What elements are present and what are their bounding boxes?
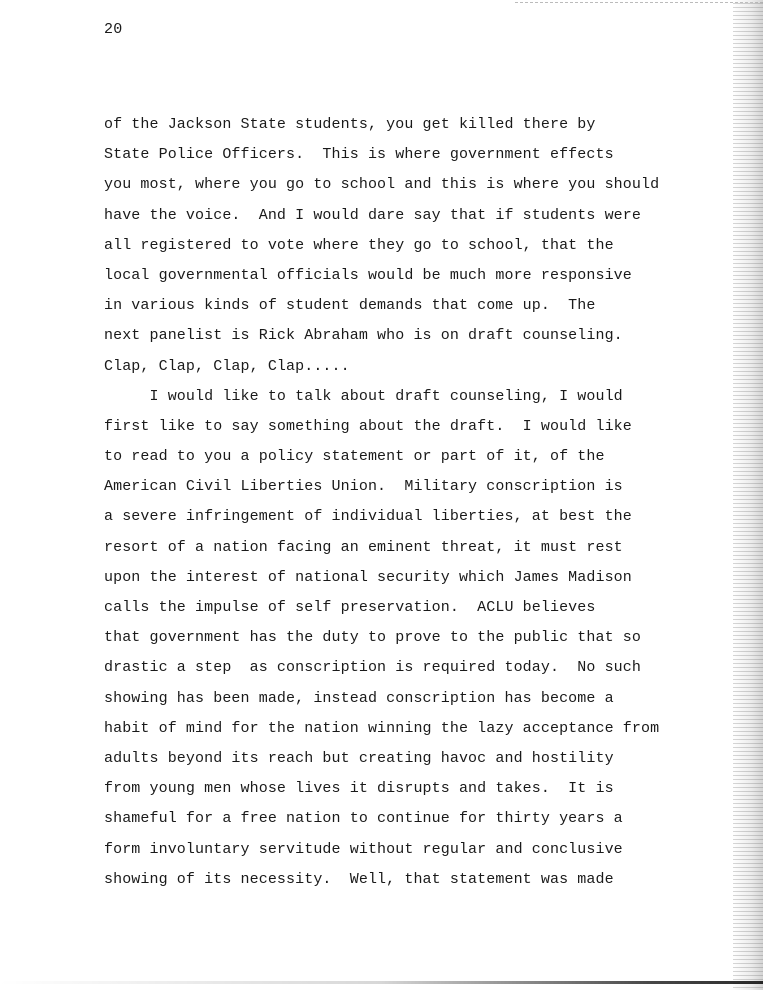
text-line: have the voice. And I would dare say that if students were [104,206,641,224]
text-line: next panelist is Rick Abraham who is on draft counseling. [104,327,623,345]
text-line: showing of its necessity. Well, that statement was made [104,870,614,888]
scan-edge-right [733,0,763,990]
text-line: adults beyond its reach but creating havoc and hostility [104,749,614,767]
text-line: Clap, Clap, Clap, Clap..... [104,357,350,375]
text-line: resort of a nation facing an eminent threat, it must rest [104,538,623,556]
text-line: that government has the duty to prove to the public that so [104,629,641,647]
text-line: first like to say something about the draft. I would like [104,417,632,435]
body-text [104,110,684,895]
text-line: drastic a step as conscription is required today. No such [104,659,641,677]
text-line: State Police Officers. This is where government effects [104,146,614,164]
text-line: a severe infringement of individual liberties, at best the [104,508,632,526]
text-line: I would like to talk about draft counseling, I would [104,387,623,405]
scan-edge-top [515,2,763,3]
text-line: calls the impulse of self preservation. ACLU believes [104,599,596,616]
text-line: from young men whose lives it disrupts and takes. It is [104,780,614,798]
scan-edge-bottom [0,981,763,984]
text-line: local governmental officials would be much more responsive [104,266,632,284]
text-line: shameful for a free nation to continue for thirty years a [104,810,623,828]
text-line: of the Jackson State students, you get killed there by [104,116,596,133]
text-line: upon the interest of national security which James Madison [104,568,632,586]
text-line: showing has been made, instead conscription has become a [104,689,614,707]
text-line: habit of mind for the nation winning the lazy acceptance from [104,719,660,737]
text-line: all registered to vote where they go to school, that the [104,236,614,254]
text-line: you most, where you go to school and this is where you should [104,176,660,194]
text-line: form involuntary servitude without regular and conclusive [104,840,623,858]
text-line: American Civil Liberties Union. Military conscription is [104,478,623,496]
page-number: 20 [104,21,123,38]
text-line: in various kinds of student demands that come up. The [104,297,596,315]
text-line: to read to you a policy statement or part of it, of the [104,448,605,466]
